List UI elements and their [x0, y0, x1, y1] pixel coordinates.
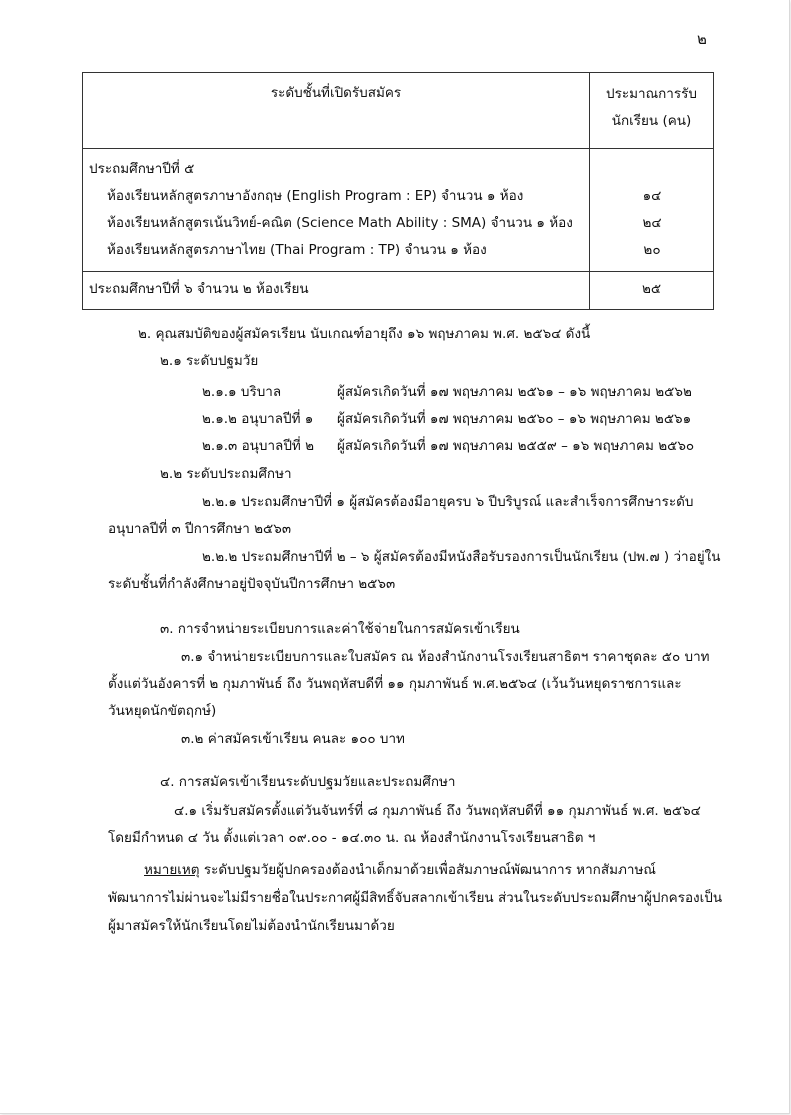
section2-2-1-line1: ๒.๒.๑ ประถมศึกษาปีที่ ๑ ผู้สมัครต้องมีอายุครบ ๖ ปีบริบูรณ์ และสำเร็จการศึกษาระดับ [202, 494, 694, 510]
header-capacity [590, 73, 714, 149]
note-text1: ระดับปฐมวัยผู้ปกครองต้องนำเด็กมาด้วยเพื่อสัมภาษณ์พัฒนาการ หากสัมภาษณ์ [199, 862, 656, 878]
section3-1-line1: ๓.๑ จำหน่ายระเบียบการและใบสมัคร ณ ห้องสำนักงานโรงเรียนสาธิตฯ ราคาชุดละ ๕๐ บาท [181, 649, 710, 665]
header-capacity-line2: นักเรียน (คน) [611, 113, 692, 129]
grade5-ep-value: ๑๔ [642, 188, 662, 204]
header-capacity-line1: ประมาณการรับ [606, 86, 697, 102]
section3-1-line2: ตั้งแต่วันอังคารที่ ๒ กุมภาพันธ์ ถึง วันพฤหัสบดีที่ ๑๑ กุมภาพันธ์ พ.ศ.๒๕๖๔ (เว้นวันหยุดราชการและ [108, 676, 682, 692]
grade5-tp-value: ๒๐ [643, 242, 661, 258]
grade5-sma-label: ห้องเรียนหลักสูตรเน้นวิทย์-คณิต (Science Math Ability : SMA) จำนวน ๑ ห้อง [107, 215, 573, 231]
section2-1-3-text: ผู้สมัครเกิดวันที่ ๑๗ พฤษภาคม ๒๕๕๙ – ๑๖ พฤษภาคม ๒๕๖๐ [337, 438, 695, 454]
section4-1-line1: ๔.๑ เริ่มรับสมัครตั้งแต่วันจันทร์ที่ ๘ กุมภาพันธ์ ถึง วันพฤหัสบดีที่ ๑๑ กุมภาพันธ์ พ.ศ. ๒๕๖๔ [174, 803, 701, 819]
grade6-value: ๒๕ [590, 272, 714, 310]
section3-2: ๓.๒ ค่าสมัครเข้าเรียน คนละ ๑๐๐ บาท [181, 731, 405, 747]
note-line1 [144, 858, 656, 880]
admission-table [82, 72, 714, 310]
section2-2-1-line2: อนุบาลปีที่ ๓ ปีการศึกษา ๒๕๖๓ [108, 521, 292, 537]
section2-2-2-line1: ๒.๒.๒ ประถมศึกษาปีที่ ๒ – ๖ ผู้สมัครต้องมีหนังสือรับรองการเป็นนักเรียน (ปพ.๗ ) ว่าอยู่ใน [202, 549, 721, 565]
section3-heading: ๓. การจำหน่ายระเบียบการและค่าใช้จ่ายในการสมัครเข้าเรียน [160, 621, 520, 637]
note-label: หมายเหตุ [144, 862, 200, 878]
grade5-ep-label: ห้องเรียนหลักสูตรภาษาอังกฤษ (English Program : EP) จำนวน ๑ ห้อง [107, 188, 524, 204]
page-number: ๒ [697, 30, 707, 48]
section2-2-2-line2: ระดับชั้นที่กำลังศึกษาอยู่ปัจจุบันปีการศึกษา ๒๕๖๓ [108, 576, 396, 592]
grade6-label: ประถมศึกษาปีที่ ๖ จำนวน ๒ ห้องเรียน [83, 272, 590, 310]
section3-1-line3: วันหยุดนักขัตฤกษ์) [108, 703, 217, 719]
grade5-tp-label: ห้องเรียนหลักสูตรภาษาไทย (Thai Program : TP) จำนวน ๑ ห้อง [107, 242, 487, 258]
section2-1-2-label: ๒.๑.๒ อนุบาลปีที่ ๑ [202, 411, 314, 427]
grade5-values [590, 149, 714, 272]
section2-heading: ๒. คุณสมบัติของผู้สมัครเรียน นับเกณฑ์อายุถึง ๑๖ พฤษภาคม พ.ศ. ๒๕๖๔ ดังนี้ [138, 326, 591, 342]
table-header-row [83, 73, 714, 149]
section2-1-2-text: ผู้สมัครเกิดวันที่ ๑๗ พฤษภาคม ๒๕๖๐ – ๑๖ พฤษภาคม ๒๕๖๑ [337, 411, 692, 427]
grade5-title: ประถมศึกษาปีที่ ๕ [89, 161, 195, 177]
header-level: ระดับชั้นที่เปิดรับสมัคร [83, 73, 590, 149]
grade5-labels [83, 149, 590, 272]
note-line3: ผู้มาสมัครให้นักเรียนโดยไม่ต้องนำนักเรียนมาด้วย [108, 918, 395, 934]
section4-1-line2: โดยมีกำหนด ๔ วัน ตั้งแต่เวลา ๐๙.๐๐ - ๑๔.๓๐ น. ณ ห้องสำนักงานโรงเรียนสาธิต ฯ [108, 830, 596, 846]
section2-1-heading: ๒.๑ ระดับปฐมวัย [160, 353, 259, 369]
section2-1-1-label: ๒.๑.๑ บริบาล [202, 384, 282, 400]
section2-1-1-text: ผู้สมัครเกิดวันที่ ๑๗ พฤษภาคม ๒๕๖๑ – ๑๖ พฤษภาคม ๒๕๖๒ [337, 384, 692, 400]
grade5-sma-value: ๒๔ [642, 215, 662, 231]
table-row-grade5 [83, 149, 714, 272]
note-line2: พัฒนาการไม่ผ่านจะไม่มีรายชื่อในประกาศผู้มีสิทธิ์จับสลากเข้าเรียน ส่วนในระดับประถมศึกษาผู้ปกครองเป็น [108, 890, 723, 906]
section4-heading: ๔. การสมัครเข้าเรียนระดับปฐมวัยและประถมศึกษา [160, 774, 456, 790]
section2-2-heading: ๒.๒ ระดับประถมศึกษา [160, 466, 292, 482]
section2-1-3-label: ๒.๑.๓ อนุบาลปีที่ ๒ [202, 438, 314, 454]
table-row-grade6 [83, 272, 714, 310]
